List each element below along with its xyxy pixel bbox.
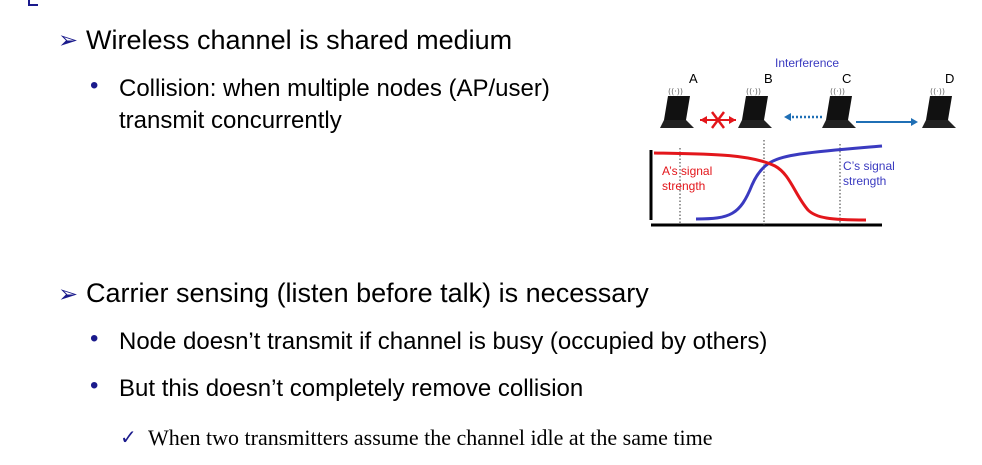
slide-corner-mark bbox=[28, 0, 38, 6]
laptop-icon bbox=[922, 87, 956, 128]
sub-bullet-not-remove: But this doesn’t completely remove collision bbox=[119, 375, 584, 402]
dot-bullet-icon: • bbox=[90, 372, 99, 399]
bullet-carrier-sensing: Carrier sensing (listen before talk) is necessary bbox=[86, 278, 649, 308]
dot-bullet-icon: • bbox=[90, 325, 99, 352]
sub-sub-bullet-idle: When two transmitters assume the channel idle at the same time bbox=[148, 425, 713, 450]
interference-label: Interference bbox=[775, 56, 840, 70]
sub-bullet-no-transmit: Node doesn’t transmit if channel is busy (occupied by others) bbox=[119, 328, 768, 355]
dot-bullet-icon: • bbox=[90, 72, 99, 99]
sub-bullet-collision-line2: transmit concurrently bbox=[119, 107, 342, 134]
a-signal-label-line2: strength bbox=[662, 179, 706, 193]
laptop-icon bbox=[660, 87, 694, 128]
bullet-wireless-shared: Wireless channel is shared medium bbox=[86, 25, 513, 55]
transmission-arrow-icon bbox=[856, 118, 918, 126]
svg-text:((·)): ((·)) bbox=[830, 87, 846, 96]
node-label-d: D bbox=[945, 71, 955, 86]
node-label-b: B bbox=[764, 71, 773, 86]
laptop-icon bbox=[738, 87, 772, 128]
c-signal-label-line2: strength bbox=[843, 174, 887, 188]
svg-text:((·)): ((·)) bbox=[930, 87, 946, 96]
interference-arrow-icon bbox=[784, 113, 822, 121]
a-signal-label: A’s signal bbox=[662, 164, 713, 178]
svg-text:((·)): ((·)) bbox=[668, 87, 684, 96]
arrow-bullet-icon: ➢ bbox=[58, 281, 79, 308]
signal-strength-diagram bbox=[630, 50, 960, 235]
sub-bullet-collision: Collision: when multiple nodes (AP/user) bbox=[119, 75, 550, 102]
svg-text:((·)): ((·)) bbox=[746, 87, 762, 96]
arrow-bullet-icon: ➢ bbox=[58, 27, 79, 54]
collision-icon bbox=[700, 112, 736, 128]
checkmark-icon: ✓ bbox=[120, 427, 137, 449]
c-signal-label: C’s signal bbox=[843, 159, 895, 173]
node-label-c: C bbox=[842, 71, 852, 86]
laptop-icon bbox=[822, 87, 856, 128]
node-label-a: A bbox=[689, 71, 698, 86]
